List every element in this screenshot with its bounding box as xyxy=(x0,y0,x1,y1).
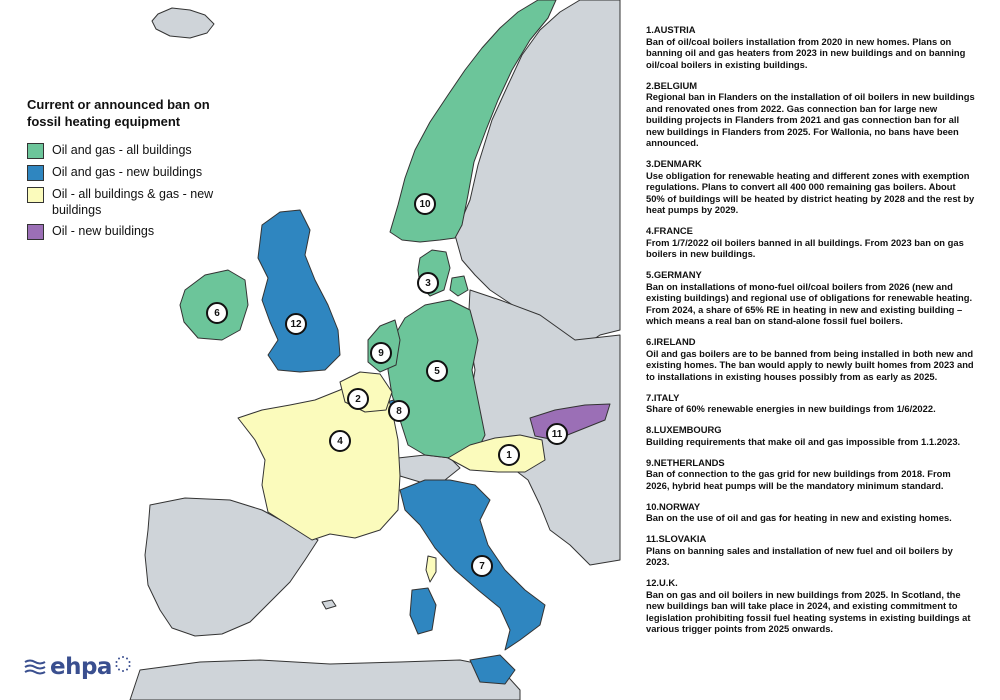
note-netherlands xyxy=(646,457,976,492)
note-belgium xyxy=(646,80,976,149)
note-uk xyxy=(646,577,976,635)
note-norway xyxy=(646,501,976,524)
note-title: 4.FRANCE xyxy=(646,225,693,236)
note-title: 12.U.K. xyxy=(646,577,678,588)
marker-germany[interactable]: 5 xyxy=(426,360,448,382)
marker-denmark[interactable]: 3 xyxy=(417,272,439,294)
legend-item-oil-gas-new xyxy=(27,164,237,181)
note-body: Ban of connection to the gas grid for new buildings from 2018. From 2026, hybrid heat pumps will be the mandatory minimum standard. xyxy=(646,468,951,491)
legend-label: Oil and gas - new buildings xyxy=(52,165,203,179)
map-legend xyxy=(27,96,237,245)
logo-text: ehpa xyxy=(50,654,112,680)
marker-slovakia[interactable]: 11 xyxy=(546,423,568,445)
note-austria xyxy=(646,24,976,70)
note-body: From 1/7/2022 oil boilers banned in all buildings. From 2023 ban on gas boilers in new buildings. xyxy=(646,236,964,259)
ehpa-waves-icon xyxy=(24,658,46,676)
eu-stars-icon xyxy=(114,655,132,673)
note-title: 10.NORWAY xyxy=(646,500,701,512)
note-body: Use obligation for renewable heating and different zones with exemption regulations. Plans to convert all 400 000 remaining gas boilers. About 50% of buildings will be heated by district heating by 2028 and the rest by heat pumps by 2029. xyxy=(646,169,975,215)
marker-italy[interactable]: 7 xyxy=(471,555,493,577)
note-title: 7.ITALY xyxy=(646,391,680,403)
note-body: Oil and gas boilers are to be banned from being installed in both new and existing homes. The ban would apply to newly built homes from 2023 and to installations in existing houses possibly from as early as 2025. xyxy=(646,347,974,382)
note-luxembourg xyxy=(646,424,976,447)
note-body: Ban on gas and oil boilers in new buildings from 2025. In Scotland, the new buildings ban will take place in 2024, and existing commitment to legislation prohibiting fossil fuel heating systems in existing buildings at various trigger points from 2025 onwards. xyxy=(646,588,971,634)
note-title: 9.NETHERLANDS xyxy=(646,456,725,468)
note-title: 1.AUSTRIA xyxy=(646,24,696,35)
marker-belgium[interactable]: 2 xyxy=(347,388,369,410)
note-body: Ban on installations of mono-fuel oil/coal boilers from 2026 (new and existing buildings) and regional use of obligations for renewable heating. From 2024, a share of 65% RE in heating in new and existing building – which means a real ban on stand-alone fossil fuel boilers. xyxy=(646,280,973,326)
note-slovakia xyxy=(646,533,976,568)
note-body: Building requirements that make oil and gas impossible from 1.1.2023. xyxy=(646,435,961,447)
marker-norway[interactable]: 10 xyxy=(414,193,436,215)
marker-uk[interactable]: 12 xyxy=(285,313,307,335)
legend-label: Oil and gas - all buildings xyxy=(52,143,192,157)
note-title: 6.IRELAND xyxy=(646,336,696,347)
note-title: 8.LUXEMBOURG xyxy=(646,424,722,435)
marker-netherlands[interactable]: 9 xyxy=(370,342,392,364)
note-title: 3.DENMARK xyxy=(646,158,702,169)
marker-austria[interactable]: 1 xyxy=(498,444,520,466)
marker-luxembourg[interactable]: 8 xyxy=(388,400,410,422)
legend-swatch xyxy=(27,187,44,203)
note-ireland xyxy=(646,336,976,382)
marker-france[interactable]: 4 xyxy=(329,430,351,452)
note-title: 5.GERMANY xyxy=(646,269,702,280)
note-title: 11.SLOVAKIA xyxy=(646,533,707,544)
legend-item-oil-gas-all xyxy=(27,142,237,159)
land-north-africa xyxy=(130,660,520,700)
legend-title: Current or announced ban on fossil heating equipment xyxy=(27,97,210,129)
legend-item-oil-all-gas-new xyxy=(27,186,237,218)
ehpa-logo xyxy=(24,654,132,680)
note-body: Share of 60% renewable energies in new buildings from 1/6/2022. xyxy=(646,403,936,414)
note-france xyxy=(646,225,976,260)
note-body: Plans on banning sales and installation of new fuel and oil boilers by 2023. xyxy=(646,544,953,567)
note-body: Ban on the use of oil and gas for heating in new and existing homes. xyxy=(646,512,952,523)
marker-ireland[interactable]: 6 xyxy=(206,302,228,324)
legend-swatch xyxy=(27,143,44,159)
legend-swatch xyxy=(27,165,44,181)
legend-swatch xyxy=(27,224,44,240)
note-body: Ban of oil/coal boilers installation from 2020 in new homes. Plans on banning oil and gas heaters from 2023 in new buildings and on banning oil/coal boilers in existing buildings. xyxy=(646,35,966,70)
note-germany xyxy=(646,269,976,327)
note-body: Regional ban in Flanders on the installation of oil boilers in new buildings and renovated ones from 2022. Gas connection ban for large new building projects in Flanders from 2021 and gas connection ban for all new buildings in Flanders from 2025. For Wallonia, no bans have been announced. xyxy=(646,91,975,148)
legend-label: Oil - new buildings xyxy=(52,224,155,238)
note-title: 2.BELGIUM xyxy=(646,79,698,91)
note-denmark xyxy=(646,158,976,216)
note-italy xyxy=(646,392,976,415)
country-notes xyxy=(646,24,976,644)
legend-label: Oil - all buildings & gas - new buildings xyxy=(52,187,214,217)
legend-item-oil-new xyxy=(27,223,237,240)
